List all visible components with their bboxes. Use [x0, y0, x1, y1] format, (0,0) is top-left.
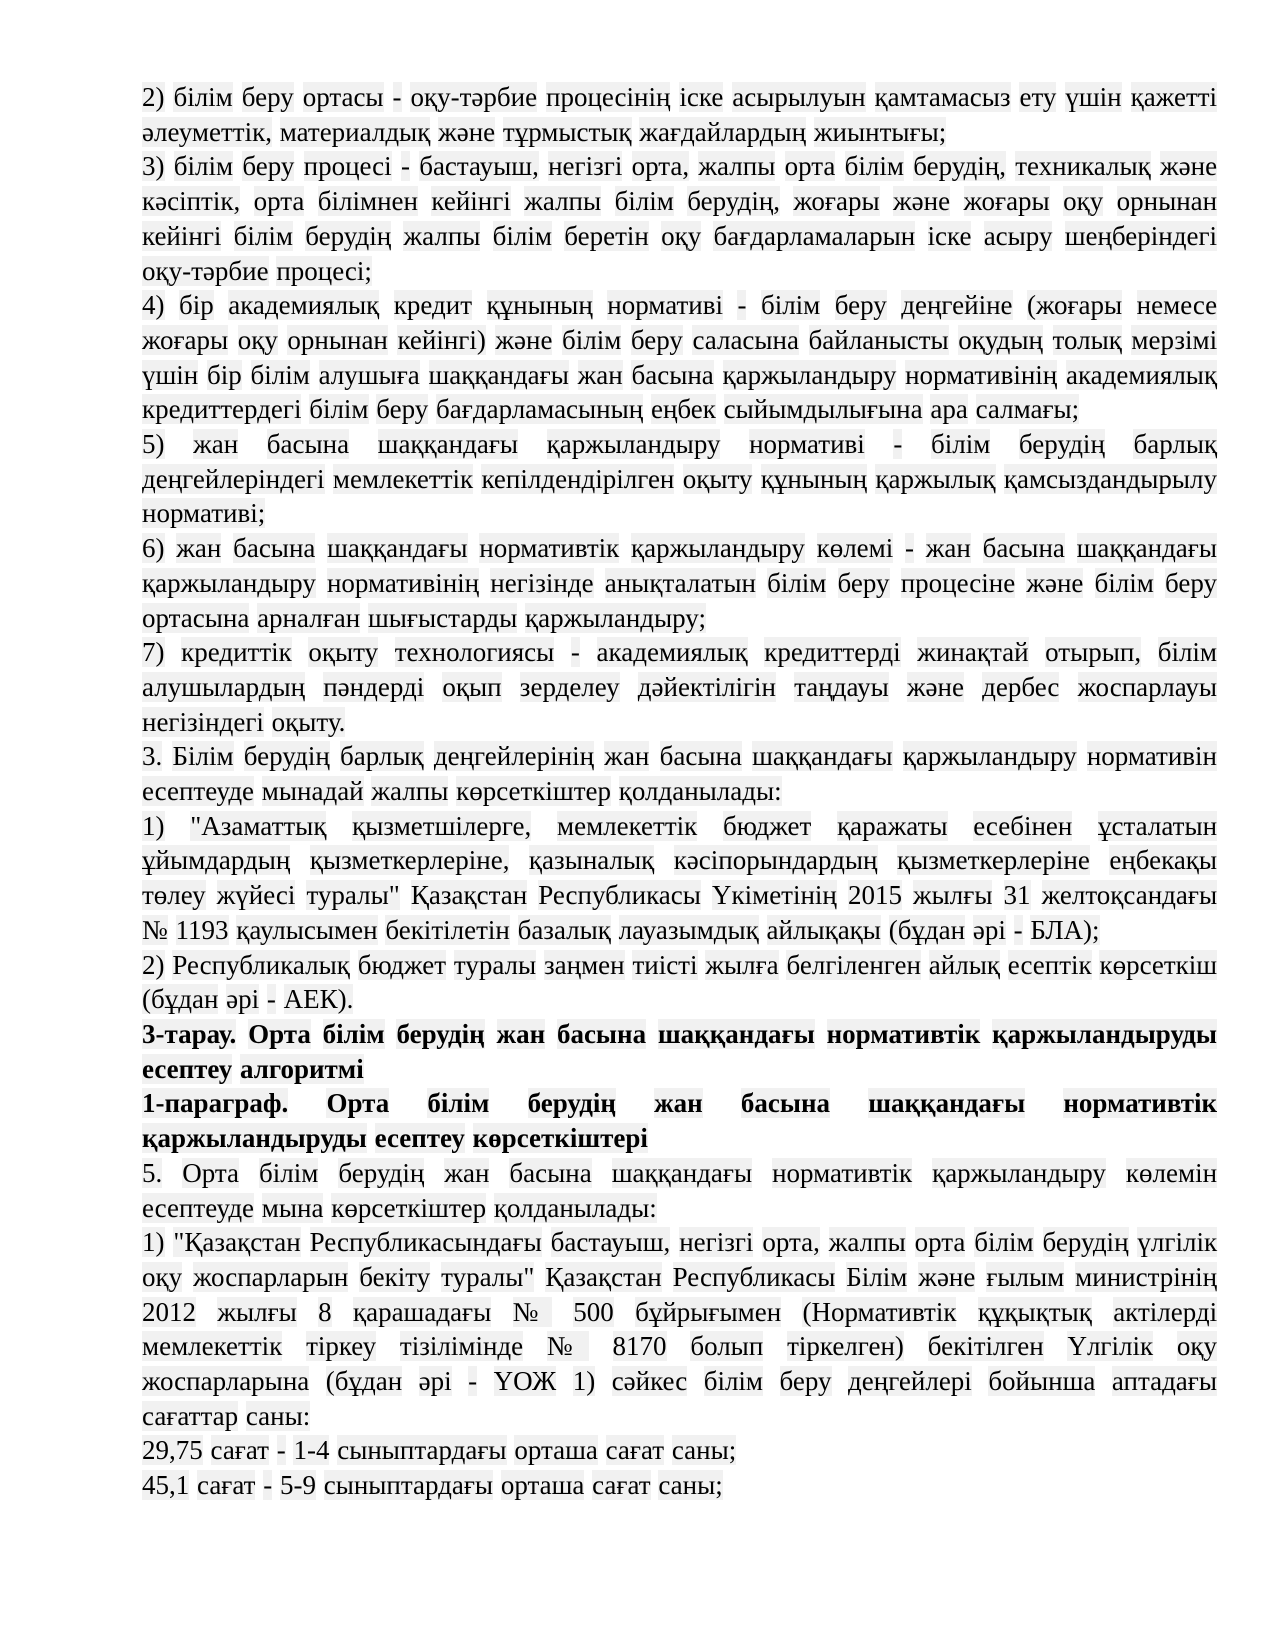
paragraph-point-5-indicators: 5. Орта білім берудің жан басына шаққандағы нормативтік қаржыландыру көлемін есептеуде мына көрсеткіштер қолданылады: — [142, 1157, 1218, 1223]
paragraph-definition-7-credit-learning-technology: 7) кредиттік оқыту технологиясы - академиялық кредиттерді жинақтай отырып, білім алушылардың пәндерді оқып зерделеу дәйектілігін таңдауы және дербес жоспарлауы негізіндегі оқыту. — [142, 637, 1218, 737]
line-average-hours-grades-5-9: 45,1 сағат - 5-9 сыныптардағы орташа сағат саны; — [142, 1470, 723, 1501]
line-average-hours-grades-1-4: 29,75 сағат - 1-4 сыныптардағы орташа сағат саны; — [142, 1435, 737, 1466]
chapter-3-heading: 3-тарау. Орта білім берудің жан басына шаққандағы нормативтік қаржыландыруды есептеу алгоритмі — [142, 1018, 1217, 1084]
paragraph-definition-2-education-environment: 2) білім беру ортасы - оқу-тәрбие процесінің іске асырылуын қамтамасыз ету үшін қажетті әлеуметтік, материалдық және тұрмыстық жағдайлардың жиынтығы; — [142, 82, 1218, 147]
paragraph-definition-6-per-capita-financing-volume: 6) жан басына шаққандағы нормативтік қаржыландыру көлемі - жан басына шаққандағы қаржыландыру нормативінің негізінде анықталатын білім беру процесіне және білім беру ортасына арналған шығыстарды қаржыландыру; — [142, 533, 1218, 633]
paragraph-definition-4-academic-credit-cost: 4) бір академиялық кредит құнының нормативі - білім беру деңгейіне (жоғары немесе жоғары оқу орнынан кейінгі) және білім беру саласына байланысты оқудың толық мерзімі үшін бір білім алушыға шаққандағы жан басына қаржыландыру нормативінің академиялық кредиттердегі білім беру бағдарламасының еңбек сыйымдылығына ара салмағы; — [142, 290, 1218, 425]
paragraph-definition-5-per-capita-financing-norm: 5) жан басына шаққандағы қаржыландыру нормативі - білім берудің барлық деңгейлеріндегі мемлекеттік кепілдендірілген оқыту құнының қаржылық қамсыздандырылу нормативі; — [142, 429, 1218, 529]
paragraph-1-section-heading: 1-параграф. Орта білім берудің жан басына шаққандағы нормативтік қаржыландыруды есептеу көрсеткіштері — [142, 1088, 1218, 1154]
paragraph-point-3-general-indicators: 3. Білім берудің барлық деңгейлерінің жан басына шаққандағы қаржыландыру нормативін есептеуде мынадай жалпы көрсеткіштер қолданылады: — [142, 741, 1218, 807]
paragraph-indicator-model-curricula: 1) "Қазақстан Республикасындағы бастауыш, негізгі орта, жалпы орта білім берудің үлгілік оқу жоспарларын бекіту туралы" Қазақстан Республикасы Білім және ғылым министрінің 2012 жылғы 8 қарашадағы № 500 бұйрығымен (Нормативтік құқықтық актілерді мемлекеттік тіркеу тізілімінде № 8170 болып тіркелген) бекітілген Үлгілік оқу жоспарларына (бұдан әрі - ҮОЖ 1) сәйкес білім беру деңгейлері бойынша аптадағы сағаттар саны: — [142, 1227, 1218, 1431]
paragraph-definition-3-education-process: 3) білім беру процесі - бастауыш, негізгі орта, жалпы орта білім берудің, техникалық және кәсіптік, орта білімнен кейінгі жалпы білім берудің, жоғары және жоғары оқу орнынан кейінгі білім берудің жалпы білім беретін оқу бағдарламаларын іске асыру шеңберіндегі оқу-тәрбие процесі; — [142, 151, 1218, 286]
paragraph-indicator-2-monthly-calculation-index: 2) Республикалық бюджет туралы заңмен тиісті жылға белгіленген айлық есептік көрсеткіш (бұдан әрі - АЕК). — [142, 949, 1218, 1015]
paragraph-indicator-1-base-official-salary: 1) "Азаматтық қызметшілерге, мемлекеттік бюджет қаражаты есебінен ұсталатын ұйымдардың қызметкерлеріне, қазыналық кәсіпорындардың қызметкерлеріне еңбекақы төлеу жүйесі туралы" Қазақстан Республикасы Үкіметінің 2015 жылғы 31 желтоқсандағы № 1193 қаулысымен бекітілетін базалық лауазымдық айлықақы (бұдан әрі - БЛА); — [142, 810, 1218, 945]
